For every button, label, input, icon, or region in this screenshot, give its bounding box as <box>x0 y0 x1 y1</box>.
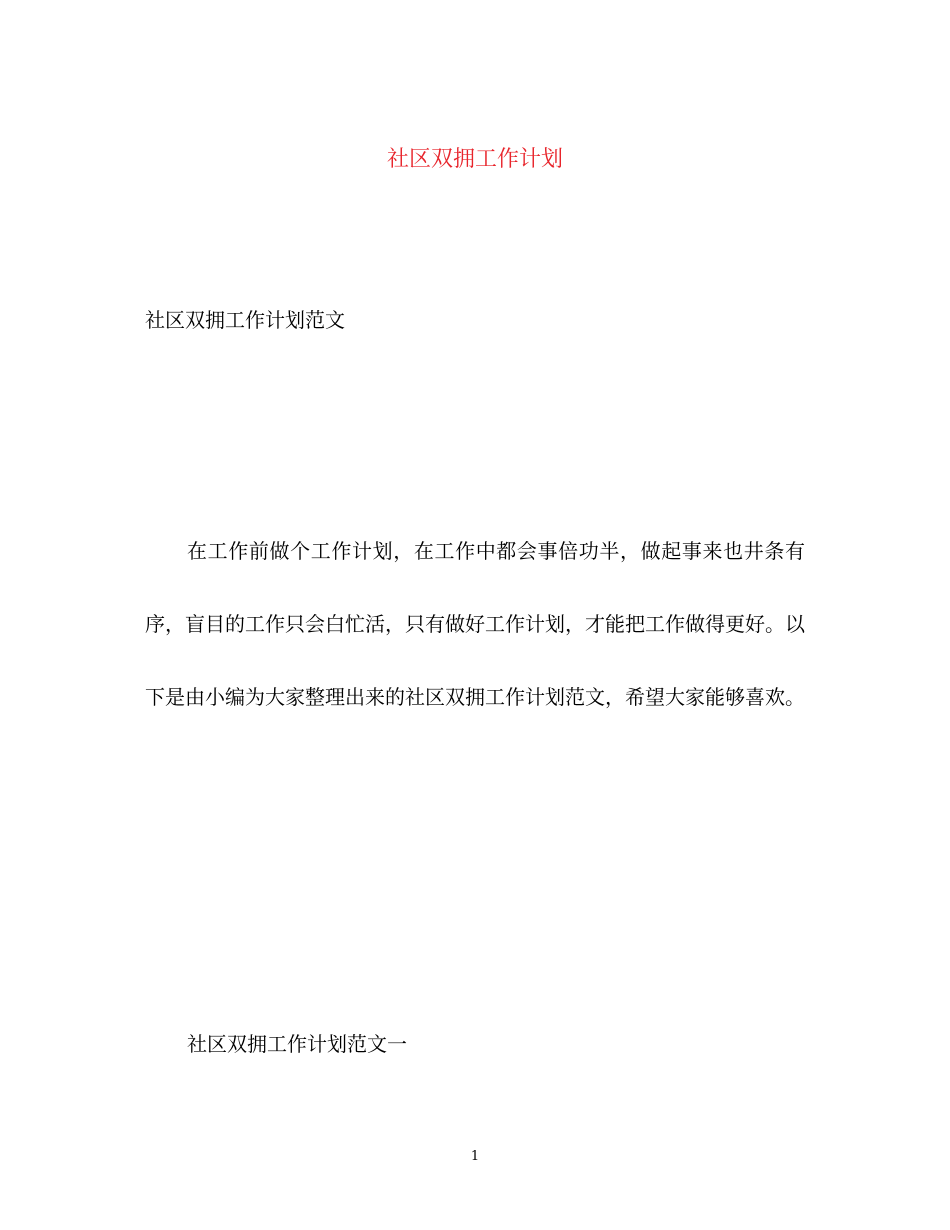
intro-paragraph: 在工作前做个工作计划，在工作中都会事倍功半，做起事来也井条有序，盲目的工作只会白忙活，只有做好工作计划，才能把工作做得更好。以下是由小编为大家整理出来的社区双拥工作计划范文，希望大家能够喜欢。 <box>145 539 805 709</box>
page-number: 1 <box>470 1149 480 1164</box>
document-title: 社区双拥工作计划 <box>386 147 563 172</box>
section-heading: 社区双拥工作计划范文一 <box>187 1032 407 1056</box>
document-subtitle: 社区双拥工作计划范文 <box>145 308 345 332</box>
